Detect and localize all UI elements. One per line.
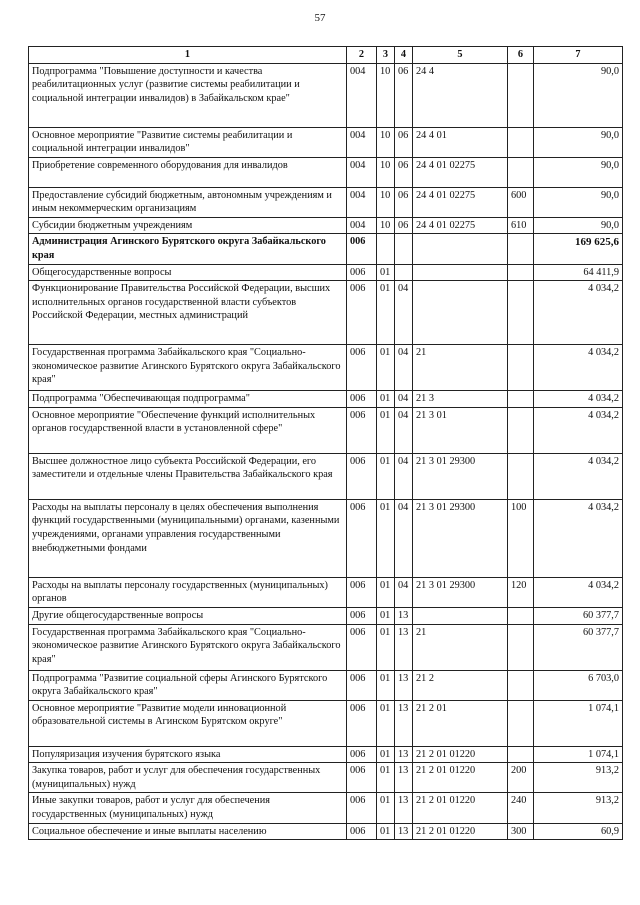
row-expense-type-code bbox=[508, 746, 534, 763]
table-row bbox=[29, 624, 623, 670]
row-subsection-code: 13 bbox=[395, 670, 413, 700]
row-amount: 913,2 bbox=[534, 793, 623, 823]
row-name: Администрация Агинского Бурятского округа Забайкальского края bbox=[29, 234, 347, 264]
row-target-code bbox=[413, 234, 508, 264]
row-section-code: 01 bbox=[377, 746, 395, 763]
row-subsection-code: 13 bbox=[395, 763, 413, 793]
row-admin-code: 006 bbox=[347, 407, 377, 453]
table-row bbox=[29, 345, 623, 391]
row-name: Функционирование Правительства Российской Федерации, высших исполнительных органов государственной власти субъектов Российской Федерации, местных администраций bbox=[29, 281, 347, 345]
row-expense-type-code: 610 bbox=[508, 217, 534, 234]
row-admin-code: 006 bbox=[347, 234, 377, 264]
column-header: 1 bbox=[29, 47, 347, 64]
row-admin-code: 006 bbox=[347, 391, 377, 408]
row-subsection-code: 06 bbox=[395, 127, 413, 157]
row-subsection-code: 06 bbox=[395, 217, 413, 234]
row-expense-type-code: 200 bbox=[508, 763, 534, 793]
table-row bbox=[29, 700, 623, 746]
row-section-code: 10 bbox=[377, 127, 395, 157]
row-name: Государственная программа Забайкальского края "Социально-экономическое развитие Агинского Бурятского округа Забайкальского края" bbox=[29, 624, 347, 670]
row-admin-code: 006 bbox=[347, 345, 377, 391]
row-admin-code: 006 bbox=[347, 763, 377, 793]
row-section-code: 01 bbox=[377, 577, 395, 607]
row-amount: 64 411,9 bbox=[534, 264, 623, 281]
row-subsection-code: 04 bbox=[395, 453, 413, 499]
row-admin-code: 006 bbox=[347, 264, 377, 281]
row-subsection-code: 13 bbox=[395, 823, 413, 840]
row-target-code bbox=[413, 607, 508, 624]
row-admin-code: 006 bbox=[347, 670, 377, 700]
row-subsection-code: 13 bbox=[395, 700, 413, 746]
row-name: Популяризация изучения бурятского языка bbox=[29, 746, 347, 763]
row-name: Расходы на выплаты персоналу государственных (муниципальных) органов bbox=[29, 577, 347, 607]
row-section-code: 01 bbox=[377, 670, 395, 700]
row-name: Подпрограмма "Развитие социальной сферы Агинского Бурятского округа Забайкальского края" bbox=[29, 670, 347, 700]
row-subsection-code: 13 bbox=[395, 607, 413, 624]
row-name: Подпрограмма "Обеспечивающая подпрограмма" bbox=[29, 391, 347, 408]
row-subsection-code: 13 bbox=[395, 624, 413, 670]
row-amount: 4 034,2 bbox=[534, 281, 623, 345]
table-row bbox=[29, 407, 623, 453]
row-expense-type-code bbox=[508, 624, 534, 670]
row-amount: 4 034,2 bbox=[534, 391, 623, 408]
row-admin-code: 006 bbox=[347, 823, 377, 840]
row-amount: 90,0 bbox=[534, 63, 623, 127]
table-row bbox=[29, 281, 623, 345]
row-target-code: 21 3 01 29300 bbox=[413, 453, 508, 499]
row-section-code: 01 bbox=[377, 281, 395, 345]
row-target-code: 21 3 01 29300 bbox=[413, 577, 508, 607]
row-name: Социальное обеспечение и иные выплаты населению bbox=[29, 823, 347, 840]
table-row bbox=[29, 453, 623, 499]
table-row bbox=[29, 670, 623, 700]
row-expense-type-code: 100 bbox=[508, 499, 534, 577]
column-header: 3 bbox=[377, 47, 395, 64]
budget-table bbox=[28, 46, 623, 840]
column-header: 2 bbox=[347, 47, 377, 64]
row-subsection-code: 06 bbox=[395, 187, 413, 217]
row-expense-type-code bbox=[508, 157, 534, 187]
row-target-code: 24 4 01 02275 bbox=[413, 187, 508, 217]
table-row bbox=[29, 157, 623, 187]
row-name: Предоставление субсидий бюджетным, автономным учреждениям и иным некоммерческим организациям bbox=[29, 187, 347, 217]
row-section-code: 01 bbox=[377, 391, 395, 408]
row-amount: 4 034,2 bbox=[534, 407, 623, 453]
row-section-code: 10 bbox=[377, 63, 395, 127]
table-row bbox=[29, 217, 623, 234]
row-admin-code: 004 bbox=[347, 157, 377, 187]
row-name: Другие общегосударственные вопросы bbox=[29, 607, 347, 624]
table-body bbox=[29, 63, 623, 840]
row-subsection-code: 13 bbox=[395, 793, 413, 823]
row-section-code: 01 bbox=[377, 453, 395, 499]
row-amount: 4 034,2 bbox=[534, 499, 623, 577]
page-number: 57 bbox=[314, 12, 326, 24]
row-admin-code: 006 bbox=[347, 624, 377, 670]
row-subsection-code: 04 bbox=[395, 345, 413, 391]
row-expense-type-code bbox=[508, 391, 534, 408]
row-name: Государственная программа Забайкальского края "Социально-экономическое развитие Агинского Бурятского округа Забайкальского края" bbox=[29, 345, 347, 391]
table-row bbox=[29, 264, 623, 281]
row-admin-code: 004 bbox=[347, 63, 377, 127]
table-row bbox=[29, 391, 623, 408]
row-name: Общегосударственные вопросы bbox=[29, 264, 347, 281]
row-target-code: 21 3 01 29300 bbox=[413, 499, 508, 577]
row-expense-type-code bbox=[508, 407, 534, 453]
row-expense-type-code: 600 bbox=[508, 187, 534, 217]
row-section-code: 01 bbox=[377, 624, 395, 670]
row-expense-type-code bbox=[508, 453, 534, 499]
row-section-code: 01 bbox=[377, 264, 395, 281]
row-expense-type-code bbox=[508, 63, 534, 127]
table-row bbox=[29, 793, 623, 823]
row-amount: 6 703,0 bbox=[534, 670, 623, 700]
row-amount: 4 034,2 bbox=[534, 453, 623, 499]
row-section-code: 01 bbox=[377, 607, 395, 624]
row-admin-code: 006 bbox=[347, 700, 377, 746]
row-expense-type-code: 300 bbox=[508, 823, 534, 840]
row-subsection-code bbox=[395, 234, 413, 264]
row-target-code: 21 3 01 bbox=[413, 407, 508, 453]
row-target-code: 21 2 bbox=[413, 670, 508, 700]
row-section-code: 01 bbox=[377, 407, 395, 453]
row-admin-code: 006 bbox=[347, 453, 377, 499]
row-admin-code: 006 bbox=[347, 793, 377, 823]
row-admin-code: 006 bbox=[347, 499, 377, 577]
row-target-code: 21 2 01 01220 bbox=[413, 746, 508, 763]
column-header: 5 bbox=[413, 47, 508, 64]
row-admin-code: 006 bbox=[347, 746, 377, 763]
table-header-row bbox=[29, 47, 623, 64]
row-subsection-code: 04 bbox=[395, 391, 413, 408]
row-section-code: 01 bbox=[377, 499, 395, 577]
table-row bbox=[29, 823, 623, 840]
row-admin-code: 004 bbox=[347, 217, 377, 234]
row-target-code bbox=[413, 281, 508, 345]
row-name: Высшее должностное лицо субъекта Российской Федерации, его заместители и отдельные члены Правительства Забайкальского края bbox=[29, 453, 347, 499]
table-row bbox=[29, 746, 623, 763]
row-amount: 60,9 bbox=[534, 823, 623, 840]
row-expense-type-code bbox=[508, 264, 534, 281]
row-expense-type-code bbox=[508, 281, 534, 345]
row-subsection-code: 06 bbox=[395, 63, 413, 127]
row-section-code: 01 bbox=[377, 345, 395, 391]
table-row bbox=[29, 499, 623, 577]
row-target-code: 21 2 01 01220 bbox=[413, 823, 508, 840]
row-subsection-code: 04 bbox=[395, 281, 413, 345]
row-name: Подпрограмма "Повышение доступности и качества реабилитационных услуг (развитие системы реабилитации и социальной интеграции инвалидов) в Забайкальском крае" bbox=[29, 63, 347, 127]
row-subsection-code: 04 bbox=[395, 407, 413, 453]
row-amount: 60 377,7 bbox=[534, 607, 623, 624]
row-amount: 913,2 bbox=[534, 763, 623, 793]
row-name: Закупка товаров, работ и услуг для обеспечения государственных (муниципальных) нужд bbox=[29, 763, 347, 793]
row-section-code bbox=[377, 234, 395, 264]
row-section-code: 10 bbox=[377, 217, 395, 234]
row-admin-code: 006 bbox=[347, 577, 377, 607]
row-expense-type-code bbox=[508, 345, 534, 391]
row-section-code: 01 bbox=[377, 823, 395, 840]
row-expense-type-code bbox=[508, 670, 534, 700]
row-admin-code: 006 bbox=[347, 607, 377, 624]
row-target-code: 21 bbox=[413, 345, 508, 391]
row-target-code: 24 4 bbox=[413, 63, 508, 127]
row-target-code bbox=[413, 264, 508, 281]
row-amount: 90,0 bbox=[534, 217, 623, 234]
column-header: 4 bbox=[395, 47, 413, 64]
row-amount: 1 074,1 bbox=[534, 746, 623, 763]
table-row bbox=[29, 234, 623, 264]
row-target-code: 24 4 01 02275 bbox=[413, 217, 508, 234]
table-row bbox=[29, 607, 623, 624]
row-amount: 4 034,2 bbox=[534, 345, 623, 391]
row-amount: 4 034,2 bbox=[534, 577, 623, 607]
row-target-code: 21 bbox=[413, 624, 508, 670]
row-name: Иные закупки товаров, работ и услуг для обеспечения государственных (муниципальных) нужд bbox=[29, 793, 347, 823]
column-header: 6 bbox=[508, 47, 534, 64]
row-target-code: 21 3 bbox=[413, 391, 508, 408]
row-amount: 90,0 bbox=[534, 187, 623, 217]
row-subsection-code: 13 bbox=[395, 746, 413, 763]
table-row bbox=[29, 63, 623, 127]
row-amount: 90,0 bbox=[534, 157, 623, 187]
row-name: Основное мероприятие "Обеспечение функций исполнительных органов государственной власти в установленной сфере" bbox=[29, 407, 347, 453]
row-expense-type-code bbox=[508, 127, 534, 157]
row-subsection-code bbox=[395, 264, 413, 281]
row-admin-code: 004 bbox=[347, 127, 377, 157]
row-expense-type-code bbox=[508, 234, 534, 264]
row-expense-type-code bbox=[508, 607, 534, 624]
row-expense-type-code: 240 bbox=[508, 793, 534, 823]
row-section-code: 01 bbox=[377, 763, 395, 793]
table-row bbox=[29, 187, 623, 217]
row-amount: 60 377,7 bbox=[534, 624, 623, 670]
column-header: 7 bbox=[534, 47, 623, 64]
row-name: Приобретение современного оборудования для инвалидов bbox=[29, 157, 347, 187]
row-name: Основное мероприятие "Развитие системы реабилитации и социальной интеграции инвалидов" bbox=[29, 127, 347, 157]
row-target-code: 21 2 01 bbox=[413, 700, 508, 746]
row-name: Субсидии бюджетным учреждениям bbox=[29, 217, 347, 234]
row-name: Основное мероприятие "Развитие модели инновационной образовательной системы в Агинском Бурятском округе" bbox=[29, 700, 347, 746]
row-target-code: 24 4 01 02275 bbox=[413, 157, 508, 187]
row-section-code: 10 bbox=[377, 187, 395, 217]
row-target-code: 24 4 01 bbox=[413, 127, 508, 157]
table-row bbox=[29, 127, 623, 157]
row-target-code: 21 2 01 01220 bbox=[413, 793, 508, 823]
row-subsection-code: 04 bbox=[395, 577, 413, 607]
row-admin-code: 004 bbox=[347, 187, 377, 217]
row-amount: 1 074,1 bbox=[534, 700, 623, 746]
row-amount: 90,0 bbox=[534, 127, 623, 157]
row-name: Расходы на выплаты персоналу в целях обеспечения выполнения функций государственными (муниципальными) органами, казенными учреждениями, органами управления государственными внебюджетными фондами bbox=[29, 499, 347, 577]
table-row bbox=[29, 763, 623, 793]
row-section-code: 01 bbox=[377, 793, 395, 823]
row-subsection-code: 04 bbox=[395, 499, 413, 577]
row-subsection-code: 06 bbox=[395, 157, 413, 187]
table-row bbox=[29, 577, 623, 607]
row-expense-type-code bbox=[508, 700, 534, 746]
row-admin-code: 006 bbox=[347, 281, 377, 345]
row-amount: 169 625,6 bbox=[534, 234, 623, 264]
row-section-code: 01 bbox=[377, 700, 395, 746]
row-expense-type-code: 120 bbox=[508, 577, 534, 607]
row-section-code: 10 bbox=[377, 157, 395, 187]
row-target-code: 21 2 01 01220 bbox=[413, 763, 508, 793]
